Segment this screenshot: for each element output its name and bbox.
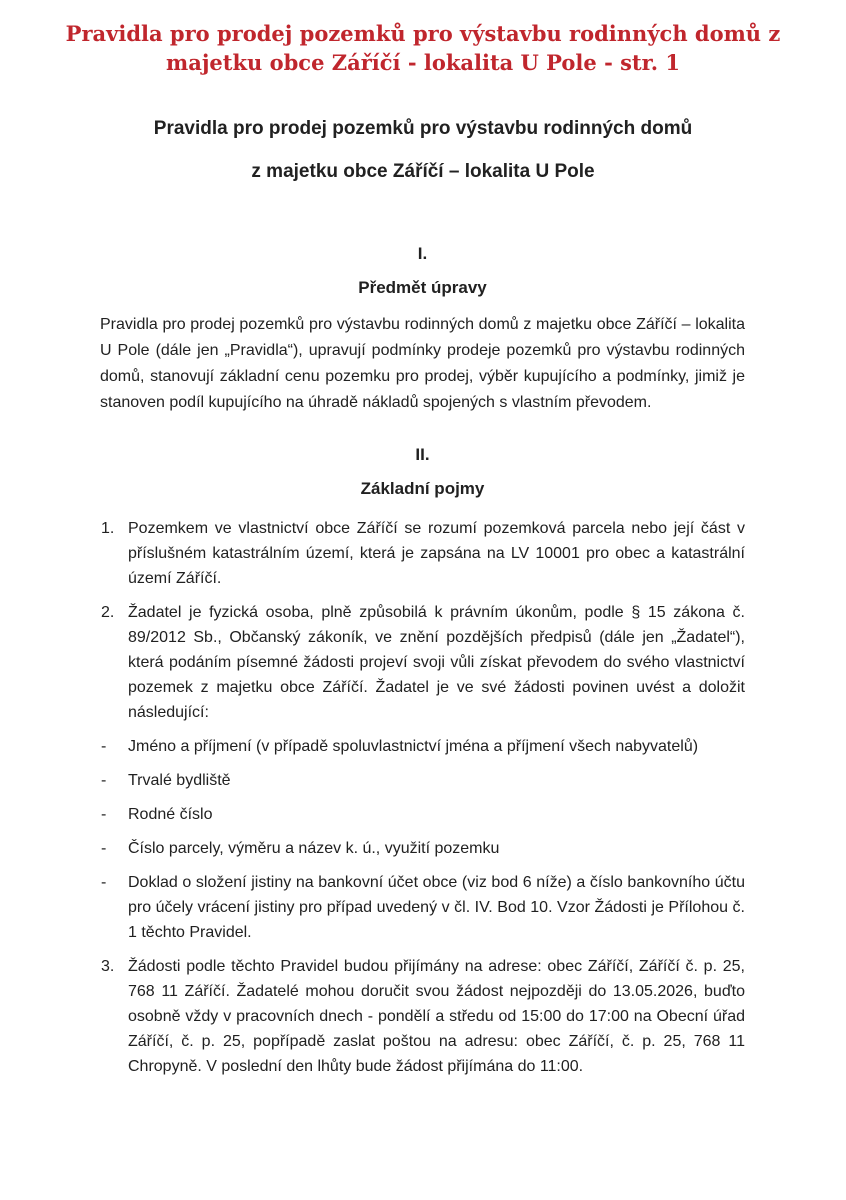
numbered-item-2-text: Žadatel je fyzická osoba, plně způsobilá k právním úkonům, podle § 15 zákona č. 89/2012 Sb., Občanský zákoník, ve znění pozdějších předpisů (dále jen „Žadatel“), která podáním písemné žádosti projeví svoji vůli získat převodem do svého vlastnictví pozemek z majetku obce Záříčí. Žadatel je ve své žádosti povinen uvést a doložit následující: bbox=[128, 604, 745, 721]
section-1-number: I. bbox=[417, 244, 428, 263]
page-header-title: Pravidla pro prodej pozemků pro výstavbu rodinných domů z majetku obce Záříčí - lokalita U Pole - str. 1 bbox=[65, 21, 781, 75]
document-title bbox=[0, 118, 846, 182]
dash-item-5-text: Doklad o složení jistiny na bankovní účet obce (viz bod 6 níže) a číslo bankovního účtu pro účely vrácení jistiny pro případ uvedený v čl. IV. Bod 10. Vzor Žádosti je Přílohou č. 1 těchto Pravidel. bbox=[128, 874, 745, 941]
numbered-item-1-marker: 1. bbox=[101, 520, 115, 537]
dash-item-5 bbox=[100, 870, 745, 945]
dash-item-2 bbox=[100, 768, 745, 793]
dash-item-4 bbox=[100, 836, 745, 861]
numbered-item-3-text: Žádosti podle těchto Pravidel budou přijímány na adrese: obec Záříčí, Záříčí č. p. 25, 768 11 Záříčí. Žadatelé mohou doručit svou žádost nejpozději do 13.05.2026, buďto osobně vždy v pracovních dnech - pondělí a středu od 15:00 do 17:00 na Obecní úřad Záříčí, č. p. 25, popřípadě zaslat poštou na adresu: obec Záříčí, č. p. 25, 768 11 Chropyně. V poslední den lhůty bude žádost přijímána do 11:00. bbox=[128, 958, 745, 1075]
section-2-number: II. bbox=[415, 445, 430, 464]
dash-item-4-text: Číslo parcely, výměru a název k. ú., využití pozemku bbox=[128, 840, 500, 857]
numbered-item-2-marker: 2. bbox=[101, 604, 115, 621]
dash-item-1 bbox=[100, 734, 745, 759]
section-1-heading: Předmět úpravy bbox=[358, 278, 487, 297]
dash-item-4-marker: - bbox=[101, 840, 107, 857]
dash-item-2-text: Trvalé bydliště bbox=[128, 772, 231, 789]
dash-item-3 bbox=[100, 802, 745, 827]
numbered-item-3-marker: 3. bbox=[101, 958, 115, 975]
dash-item-3-marker: - bbox=[101, 806, 107, 823]
document-title-line-1: Pravidla pro prodej pozemků pro výstavbu rodinných domů bbox=[153, 118, 693, 139]
dash-item-2-marker: - bbox=[101, 772, 107, 789]
numbered-item-2 bbox=[100, 600, 745, 725]
dash-item-1-text: Jméno a příjmení (v případě spoluvlastnictví jména a příjmení všech nabyvatelů) bbox=[128, 738, 699, 755]
dash-item-5-marker: - bbox=[101, 874, 107, 891]
numbered-item-1 bbox=[100, 516, 745, 591]
section-2-heading: Základní pojmy bbox=[360, 479, 485, 498]
document-title-line-2: z majetku obce Záříčí – lokalita U Pole bbox=[251, 161, 595, 182]
numbered-item-3 bbox=[100, 954, 745, 1079]
dash-item-3-text: Rodné číslo bbox=[128, 806, 213, 823]
document-body bbox=[100, 245, 745, 1079]
numbered-item-1-text: Pozemkem ve vlastnictví obce Záříčí se rozumí pozemková parcela nebo její část v příslušném katastrálním území, která je zapsána na LV 10001 pro obec a katastrální území Záříčí. bbox=[128, 520, 745, 587]
section-1-paragraph: Pravidla pro prodej pozemků pro výstavbu rodinných domů z majetku obce Záříčí – lokalita U Pole (dále jen „Pravidla“), upravují podmínky prodeje pozemků pro výstavbu rodinných domů, stanovují základní cenu pozemku pro prodej, výběr kupujícího a podmínky, jimiž je stanoven podíl kupujícího na úhradě nákladů spojených s vlastním převodem. bbox=[100, 316, 745, 411]
dash-item-1-marker: - bbox=[101, 738, 107, 755]
